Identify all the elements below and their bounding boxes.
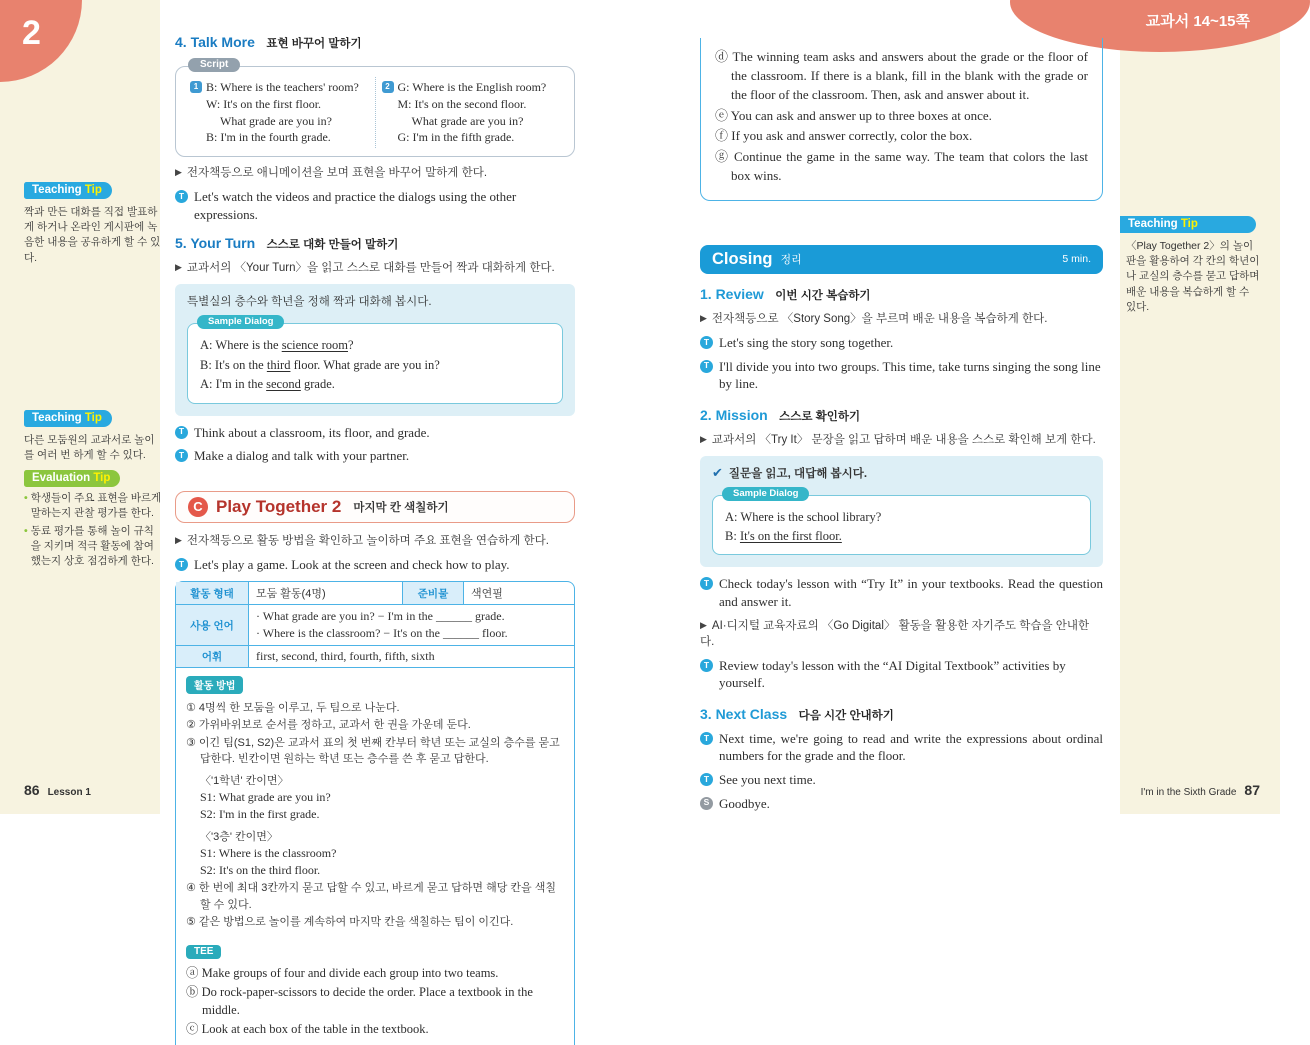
tip-badge-accent: Tip xyxy=(93,472,111,484)
note-text: 전자책등으로 활동 방법을 확인하고 놀이하며 주요 표현을 연습하게 한다. xyxy=(186,534,549,547)
arrow-bullet-icon: ▶ xyxy=(700,619,707,630)
teacher-bullet-icon: T xyxy=(175,190,188,203)
activity-title: Play Together 2 xyxy=(216,496,342,516)
tip-text: 〈Play Together 2〉의 놀이 판을 활용하여 각 칸의 학년이나 교실의 층수를 묻고 답하며 배운 내용을 복습하게 할 수 있다. xyxy=(1126,240,1260,313)
table-row xyxy=(176,645,574,667)
teacher-bullet-icon: T xyxy=(700,577,713,590)
teacher-line-text: I'll divide you into two groups. This time, take turns singing the song line by line. xyxy=(719,358,1101,392)
section-title: 3. Next Class xyxy=(700,705,788,722)
dialog-line: G: I'm in the fifth grade. xyxy=(397,130,515,145)
teacher-bullet-icon: T xyxy=(700,360,713,373)
right-column xyxy=(700,38,1103,818)
teaching-tip-badge xyxy=(24,182,112,199)
method-substep-head: 〈'1학년' 칸이면〉 xyxy=(200,774,289,787)
evaluation-tip xyxy=(24,468,162,568)
dialog-line: W: It's on the first floor. xyxy=(206,96,322,111)
dialog-line: A: Where is the school library? xyxy=(725,509,882,524)
method-badge: 활동 방법 xyxy=(186,676,243,694)
note-text: 전자책등으로 애니메이션을 보며 표현을 바꾸어 말하게 한다. xyxy=(186,167,488,180)
teacher-line-text: Think about a classroom, its floor, and grade. xyxy=(194,424,430,440)
arrow-bullet-icon: ▶ xyxy=(700,433,707,444)
dialog-line xyxy=(382,79,561,96)
section-next-class-heading xyxy=(700,706,1103,724)
sample-dialog-badge: Sample Dialog xyxy=(197,315,284,329)
teaching-tip-right xyxy=(1120,216,1266,315)
dialog-underlined: second xyxy=(266,377,301,392)
dialog-line xyxy=(200,356,550,375)
right-sidebar xyxy=(1120,0,1280,814)
script-dialog-1 xyxy=(184,77,375,148)
teacher-line-text: Make a dialog and talk with your partner. xyxy=(194,448,410,464)
tee-step: ⓖ Continue the game in the same way. The team that colors the last box wins. xyxy=(715,149,1088,184)
student-line xyxy=(700,795,1103,813)
teacher-line xyxy=(700,771,1103,789)
check-row xyxy=(712,465,1091,481)
textbook-page-ref: 교과서 14~15쪽 xyxy=(1145,13,1250,30)
activity-info-table xyxy=(176,582,574,668)
teacher-line xyxy=(175,447,575,465)
note-text: AI·디지털 교육자료의 〈Go Digital〉 활동을 활용한 자기주도 학습을 안내한다. xyxy=(700,619,1090,648)
closing-section-bar xyxy=(700,245,1103,274)
dialog-underlined: third xyxy=(266,357,291,372)
tip-bullet xyxy=(24,491,162,520)
teacher-line xyxy=(700,730,1103,765)
teacher-note xyxy=(700,618,1103,650)
teacher-note xyxy=(700,432,1103,448)
teaching-tip-badge xyxy=(24,410,112,427)
section-subtitle: 다음 시간 안내하기 xyxy=(798,709,894,722)
your-turn-activity-box xyxy=(175,284,575,415)
teacher-line xyxy=(700,657,1103,692)
table-header: 준비물 xyxy=(403,582,464,605)
section-subtitle: 스스로 확인하기 xyxy=(779,410,861,423)
teacher-bullet-icon: T xyxy=(175,449,188,462)
tip-text: 다른 모둠원의 교과서로 놀이를 여러 번 하게 할 수 있다. xyxy=(24,434,155,462)
closing-subtitle: 정리 xyxy=(780,254,802,267)
teacher-bullet-icon: T xyxy=(700,773,713,786)
dialog-underlined: science room xyxy=(281,338,348,353)
teacher-line-text: Next time, we're going to read and write the expressions about ordinal numbers for the grade and the floor. xyxy=(719,730,1103,764)
script-dialog-2 xyxy=(375,77,567,148)
arrow-bullet-icon: ▶ xyxy=(175,534,182,545)
dialog-line xyxy=(190,79,369,96)
teacher-line xyxy=(175,188,575,223)
tip-text: 짝과 만든 대화를 직접 발표하게 하거나 온라인 게시판에 녹음한 내용을 공유하게 할 수 있다. xyxy=(24,206,161,264)
teacher-bullet-icon: T xyxy=(700,732,713,745)
dialog-line: B: I'm in the fourth grade. xyxy=(206,130,331,145)
script-box xyxy=(175,59,575,157)
teaching-tip-2 xyxy=(24,408,162,463)
activity-method-container xyxy=(175,581,575,1045)
tip-badge-main: Evaluation xyxy=(32,472,91,484)
page-number: 87 xyxy=(1244,782,1260,798)
teacher-note xyxy=(175,260,575,276)
method-substep: S2: It's on the third floor. xyxy=(200,863,321,878)
tip-badge-accent: Tip xyxy=(84,184,102,196)
teacher-bullet-icon: T xyxy=(175,426,188,439)
teacher-line xyxy=(700,334,1103,352)
section-mission-heading xyxy=(700,407,1103,425)
teacher-note xyxy=(700,311,1103,327)
table-cell: 모둠 활동(4명) xyxy=(249,582,403,605)
tip-badge-accent: Tip xyxy=(84,412,102,424)
dialog-line xyxy=(200,375,550,394)
method-step: ① 4명씩 한 모둠을 이루고, 두 팀으로 나눈다. xyxy=(186,701,400,714)
dialog-number-icon: 2 xyxy=(382,81,394,93)
table-header: 어휘 xyxy=(176,645,249,667)
note-text: 교과서의 〈Your Turn〉을 읽고 스스로 대화를 만들어 짝과 대화하게 한다. xyxy=(186,262,555,275)
bullet-dot-icon: • xyxy=(24,525,28,538)
section-subtitle: 스스로 대화 만들어 말하기 xyxy=(266,239,399,252)
tee-step: ⓐ Make groups of four and divide each group into two teams. xyxy=(186,965,499,980)
closing-duration: 5 min. xyxy=(1062,253,1091,266)
section-title: 5. Your Turn xyxy=(175,235,256,252)
method-step: ③ 이긴 팀(S1, S2)은 교과서 표의 첫 번째 칸부터 학년 또는 교실의 층수를 묻고 답한다. 빈칸이면 원하는 학년 또는 층수를 쓴 후 묻고 답한다. xyxy=(186,736,560,766)
play-together-header xyxy=(175,491,575,523)
tee-step: ⓒ Look at each box of the table in the textbook. xyxy=(186,1022,429,1037)
tip-text: 동료 평가를 통해 놀이 규칙을 지키며 적극 활동에 참여했는지 상호 점검하게 한다. xyxy=(30,525,154,567)
section-subtitle: 이번 시간 복습하기 xyxy=(775,289,871,302)
tip-bullet xyxy=(24,524,162,568)
teacher-bullet-icon: T xyxy=(175,558,188,571)
section-review-heading xyxy=(700,286,1103,304)
student-line-text: Goodbye. xyxy=(719,795,770,811)
dialog-text: G: Where is the English room? xyxy=(397,80,547,94)
lesson-label: Lesson 1 xyxy=(47,787,91,798)
tip-badge-main: Teaching xyxy=(1128,218,1178,230)
tee-step: ⓑ Do rock-paper-scissors to decide the order. Place a textbook in the middle. xyxy=(186,984,533,1018)
teacher-line xyxy=(175,424,575,442)
method-substep: S2: I'm in the first grade. xyxy=(200,807,320,822)
dialog-text: ? xyxy=(348,338,354,353)
method-substep-head: 〈'3층' 칸이면〉 xyxy=(200,830,278,843)
lesson-title-label: I'm in the Sixth Grade xyxy=(1140,787,1237,798)
dialog-text: B: Where is the teachers' room? xyxy=(206,80,359,94)
table-row xyxy=(176,605,574,646)
dialog-underlined: It's on the first floor. xyxy=(739,529,842,544)
dialog-text: grade. xyxy=(300,377,335,392)
section-talk-more-heading xyxy=(175,34,575,52)
arrow-bullet-icon: ▶ xyxy=(700,312,707,323)
teacher-note xyxy=(175,533,575,549)
sample-dialog-box xyxy=(187,323,563,403)
table-header: 사용 언어 xyxy=(176,605,249,646)
footer-left xyxy=(24,782,91,800)
tee-step: ⓔ You can ask and answer up to three boxes at once. xyxy=(715,107,992,123)
teacher-line-text: Let's play a game. Look at the screen and check how to play. xyxy=(194,556,510,572)
bullet-dot-icon: • xyxy=(24,492,28,504)
checkmark-icon: ✔ xyxy=(712,464,723,480)
note-text: 교과서의 〈Try It〉 문장을 읽고 답하며 배운 내용을 스스로 확인해 보게 한다. xyxy=(711,433,1096,446)
method-step: ④ 한 번에 최대 3칸까지 묻고 답할 수 있고, 바르게 묻고 답하면 해당 칸을 색칠할 수 있다. xyxy=(186,882,556,911)
table-cell: first, second, third, fourth, fifth, sixth xyxy=(249,645,575,667)
activity-intro: 특별실의 층수와 학년을 정해 짝과 대화해 봅시다. xyxy=(187,296,432,309)
arrow-bullet-icon: ▶ xyxy=(175,167,182,178)
activity-method-body xyxy=(176,668,574,1045)
dialog-line xyxy=(725,527,1078,546)
tee-step: ⓓ The winning team asks and answers about the grade or the floor of the classroom. If there is a blank, fill in the blank with the grade or the floor of the classroom. Then, ask and answer about it. xyxy=(715,49,1088,102)
method-step: ⑤ 같은 방법으로 놀이를 계속하여 마지막 칸을 색칠하는 팀이 이긴다. xyxy=(186,916,514,929)
tee-badge: TEE xyxy=(186,945,221,959)
teaching-tip-1 xyxy=(24,180,162,266)
table-cell: 색연필 xyxy=(464,582,575,605)
teacher-bullet-icon: T xyxy=(700,659,713,672)
teacher-line-text: Review today's lesson with the “AI Digital Textbook” activities by yourself. xyxy=(719,657,1066,691)
tip-badge-main: Teaching xyxy=(32,412,82,424)
unit-number: 2 xyxy=(22,14,41,52)
expression-line: · What grade are you in? − I'm in the ______ grade. xyxy=(256,609,505,624)
dialog-line: What grade are you in? xyxy=(220,113,332,128)
note-text: 전자책등으로 〈Story Song〉을 부르며 배운 내용을 복습하게 한다. xyxy=(711,312,1048,325)
evaluation-tip-badge xyxy=(24,470,120,487)
sample-dialog-wrap xyxy=(712,487,1091,556)
tip-text: 학생들이 주요 표현을 바르게 말하는지 관찰 평가를 한다. xyxy=(30,492,162,519)
section-your-turn-heading xyxy=(175,235,575,253)
teacher-line xyxy=(175,556,575,574)
dialog-number-icon: 1 xyxy=(190,81,202,93)
dialog-text: floor. What grade are you in? xyxy=(290,357,440,372)
closing-title: Closing xyxy=(712,249,773,268)
dialog-text: B: xyxy=(725,529,740,544)
teacher-note xyxy=(175,165,575,181)
table-header: 활동 형태 xyxy=(176,582,249,605)
dialog-line xyxy=(200,336,550,355)
section-title: 2. Mission xyxy=(700,406,768,423)
dialog-line: M: It's on the second floor. xyxy=(397,96,527,111)
teacher-line-text: See you next time. xyxy=(719,771,816,787)
script-badge: Script xyxy=(188,58,240,72)
section-title: 1. Review xyxy=(700,285,764,302)
arrow-bullet-icon: ▶ xyxy=(175,262,182,273)
teaching-tip-badge xyxy=(1120,216,1256,233)
section-title: 4. Talk More xyxy=(175,34,255,50)
tee-step: ⓕ If you ask and answer correctly, color the box. xyxy=(715,128,973,144)
method-substep: S1: What grade are you in? xyxy=(200,789,331,804)
teacher-line-text: Let's sing the story song together. xyxy=(719,335,894,350)
tee-continued-box xyxy=(700,38,1103,201)
dialog-line: What grade are you in? xyxy=(411,113,524,128)
expression-line: · Where is the classroom? − It's on the ______ floor. xyxy=(256,626,508,641)
teacher-bullet-icon: T xyxy=(700,336,713,349)
activity-letter-icon: C xyxy=(188,497,208,517)
teacher-line xyxy=(700,575,1103,610)
student-bullet-icon: S xyxy=(700,797,713,810)
tip-badge-accent: Tip xyxy=(1180,218,1198,230)
sample-dialog-badge: Sample Dialog xyxy=(722,487,809,501)
dialog-text: A: Where is the xyxy=(200,338,282,353)
footer-right xyxy=(1141,782,1260,800)
table-cell xyxy=(249,605,575,646)
teacher-line-text: Check today's lesson with “Try It” in your textbooks. Read the question and answer it. xyxy=(719,576,1103,610)
sample-dialog-box xyxy=(712,495,1091,556)
dialog-text: B: It's on the xyxy=(200,357,267,372)
teacher-line-text: Let's watch the videos and practice the dialogs using the other expressions. xyxy=(194,189,517,222)
mission-check-box xyxy=(700,456,1103,568)
left-sidebar xyxy=(0,0,160,814)
page-number: 86 xyxy=(24,782,40,798)
left-column xyxy=(175,34,575,1045)
tip-badge-main: Teaching xyxy=(32,184,82,196)
method-substep: S1: Where is the classroom? xyxy=(200,845,337,860)
sample-dialog-wrap xyxy=(187,316,563,403)
activity-subtitle: 마지막 칸 색칠하기 xyxy=(353,501,449,514)
table-row xyxy=(176,582,574,605)
section-subtitle: 표현 바꾸어 말하기 xyxy=(266,38,362,50)
dialog-text: A: I'm in the xyxy=(200,377,267,392)
check-text: 질문을 읽고, 대답해 봅시다. xyxy=(728,467,868,480)
method-step: ② 가위바위보로 순서를 정하고, 교과서 한 권을 가운데 둔다. xyxy=(186,719,471,732)
teacher-line xyxy=(700,358,1103,393)
